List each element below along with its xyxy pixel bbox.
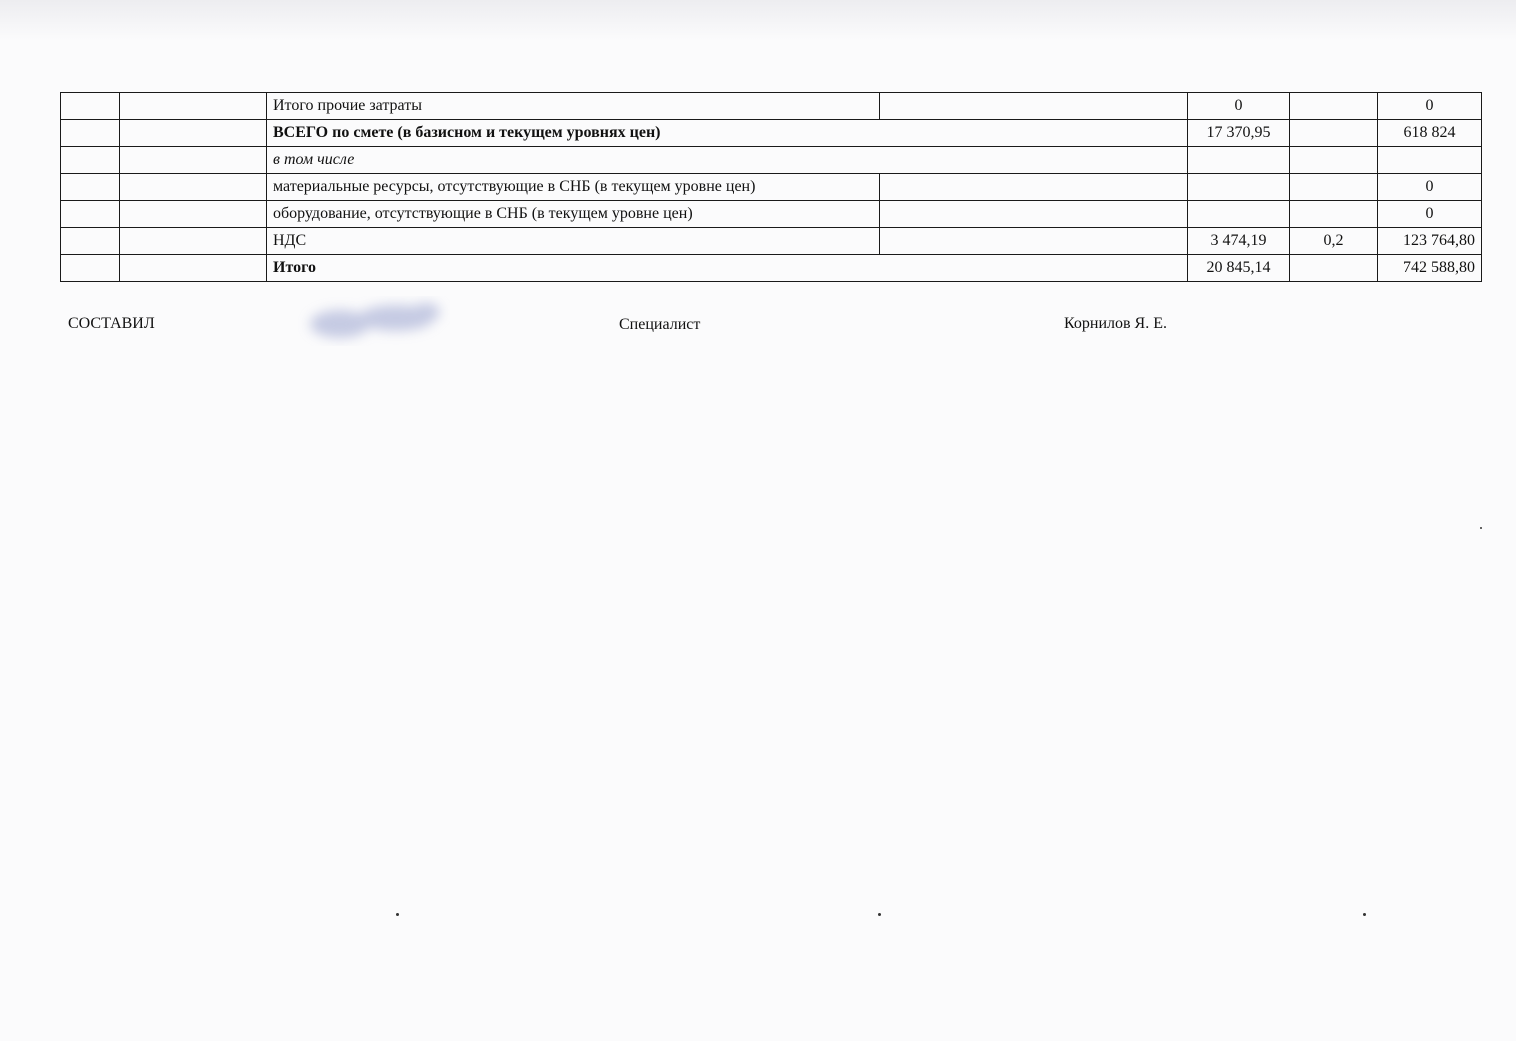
current-value: 0 <box>1378 93 1482 120</box>
cell-num <box>61 93 120 120</box>
base-value <box>1188 174 1290 201</box>
coef-value <box>1290 201 1378 228</box>
row-label: Итого <box>267 255 1188 282</box>
compiled-by-label: СОСТАВИЛ <box>68 315 155 332</box>
coef-value <box>1290 255 1378 282</box>
coef-value: 0,2 <box>1290 228 1378 255</box>
cell-code <box>120 147 267 174</box>
row-label: материальные ресурсы, отсутствующие в СНБ (в текущем уровне цен) <box>267 174 880 201</box>
cell-code <box>120 228 267 255</box>
cell-code <box>120 255 267 282</box>
cell-code <box>120 93 267 120</box>
current-value: 742 588,80 <box>1378 255 1482 282</box>
base-value <box>1188 201 1290 228</box>
cell-num <box>61 174 120 201</box>
cell-code <box>120 201 267 228</box>
cell-code <box>120 120 267 147</box>
base-value: 3 474,19 <box>1188 228 1290 255</box>
cell-num <box>61 255 120 282</box>
coef-value <box>1290 174 1378 201</box>
base-value: 0 <box>1188 93 1290 120</box>
cell-blank <box>880 228 1188 255</box>
cell-num <box>61 201 120 228</box>
cell-blank <box>880 201 1188 228</box>
row-grand-total <box>61 120 1482 147</box>
current-value: 0 <box>1378 174 1482 201</box>
base-value: 20 845,14 <box>1188 255 1290 282</box>
base-value: 17 370,95 <box>1188 120 1290 147</box>
current-value: 618 824 <box>1378 120 1482 147</box>
coef-value <box>1290 120 1378 147</box>
scan-speck <box>1480 527 1482 529</box>
row-label: ВСЕГО по смете (в базисном и текущем уровнях цен) <box>267 120 1188 147</box>
cell-blank <box>880 93 1188 120</box>
position-title: Специалист <box>619 316 701 333</box>
current-value: 0 <box>1378 201 1482 228</box>
cell-num <box>61 147 120 174</box>
current-value <box>1378 147 1482 174</box>
row-vat <box>61 228 1482 255</box>
row-total <box>61 255 1482 282</box>
row-label: Итого прочие затраты <box>267 93 880 120</box>
row-other-costs-total <box>61 93 1482 120</box>
base-value <box>1188 147 1290 174</box>
row-label: оборудование, отсутствующие в СНБ (в текущем уровне цен) <box>267 201 880 228</box>
scan-speck <box>396 913 399 916</box>
scan-shadow <box>0 0 1516 40</box>
estimate-summary-table <box>60 92 1482 282</box>
coef-value <box>1290 147 1378 174</box>
cell-code <box>120 174 267 201</box>
scan-speck <box>1363 913 1366 916</box>
cell-num <box>61 120 120 147</box>
compiler-name: Корнилов Я. Е. <box>1064 315 1167 332</box>
row-label: в том числе <box>267 147 1188 174</box>
row-equipment <box>61 201 1482 228</box>
cell-blank <box>880 174 1188 201</box>
cell-num <box>61 228 120 255</box>
row-including <box>61 147 1482 174</box>
scan-speck <box>878 913 881 916</box>
coef-value <box>1290 93 1378 120</box>
row-materials <box>61 174 1482 201</box>
row-label: НДС <box>267 228 880 255</box>
current-value: 123 764,80 <box>1378 228 1482 255</box>
signature-image <box>298 296 450 346</box>
